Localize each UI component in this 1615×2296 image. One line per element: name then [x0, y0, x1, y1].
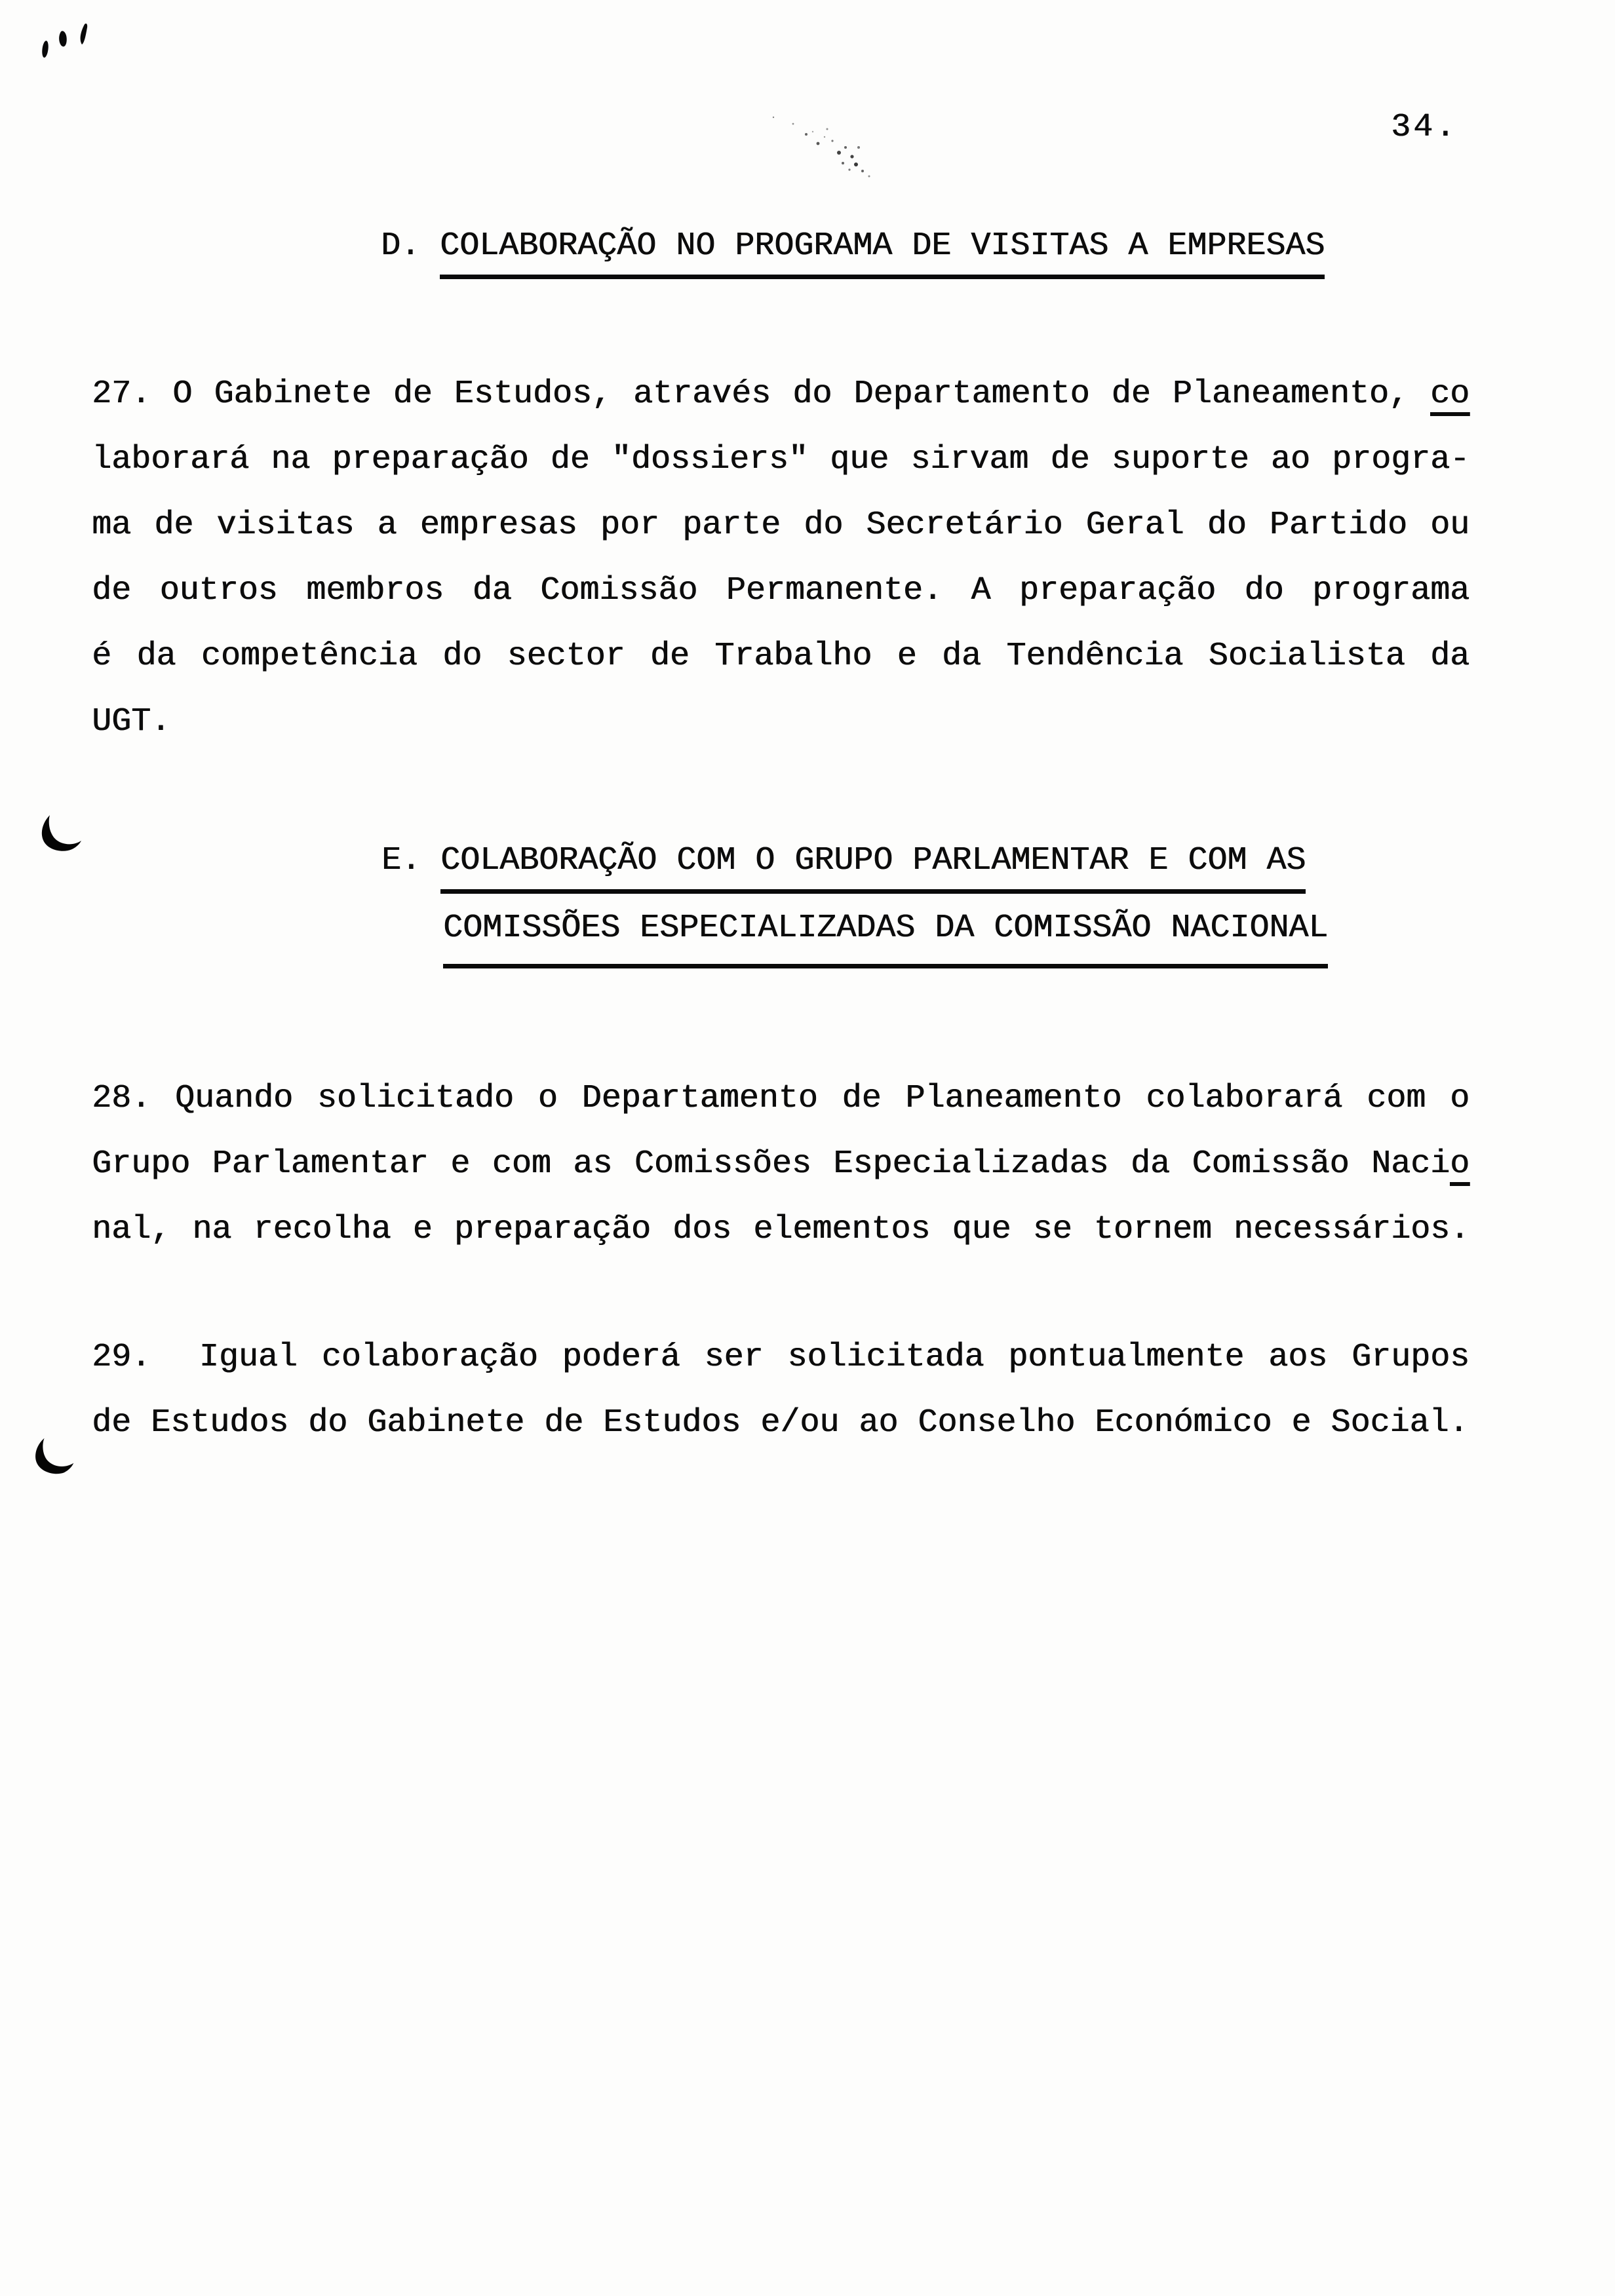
text-line-body: Grupo Parlamentar e com as Comissões Especializadas da Comissão Naci [92, 1145, 1450, 1183]
text-line [92, 427, 1469, 493]
text-line [92, 1132, 1469, 1197]
section-heading-d [381, 227, 1325, 279]
heading-d-prefix: D. [381, 227, 440, 265]
page-number: 34. [1391, 109, 1458, 146]
text-line-body: 27. O Gabinete de Estudos, através do Departamento de Planeamento, [92, 375, 1409, 413]
text-line-body: 29. Igual colaboração poderá ser solicitada pontualmente aos Grupos [92, 1339, 1469, 1376]
paragraph-29 [92, 1325, 1469, 1456]
paragraph-28 [92, 1066, 1469, 1263]
heading-d-title: COLABORAÇÃO NO PROGRAMA DE VISITAS A EMPRESAS [440, 227, 1325, 279]
heading-e-title-line2: COMISSÕES ESPECIALIZADAS DA COMISSÃO NACIONAL [443, 909, 1328, 968]
text-line-body: é da competência do sector de Trabalho e da Tendência Socialista da [92, 638, 1469, 675]
text-line [92, 1325, 1469, 1390]
hyphenation-underlined-syllable: o [1449, 1145, 1469, 1183]
pen-crescent-mark [31, 1436, 83, 1481]
text-line [92, 689, 1469, 755]
text-line [92, 1197, 1469, 1263]
paragraph-27 [92, 362, 1469, 755]
ink-marks [34, 8, 93, 64]
text-line-body: de Estudos do Gabinete de Estudos e/ou ao Conselho Económico e Social. [92, 1404, 1469, 1442]
heading-e-prefix: E. [381, 842, 441, 879]
text-line-body: 28. Quando solicitado o Departamento de Planeamento colaborará com o [92, 1080, 1469, 1117]
text-line [92, 558, 1469, 624]
text-line [92, 493, 1469, 558]
text-line-body: nal, na recolha e preparação dos elementos que se tornem necessários. [92, 1211, 1469, 1248]
section-heading-e [381, 842, 1328, 968]
heading-e-title-line1: COLABORAÇÃO COM O GRUPO PARLAMENTAR E COM AS [440, 842, 1306, 894]
scan-smudge [747, 108, 898, 193]
hyphenation-underlined-syllable: co [1430, 375, 1469, 413]
text-line-body: UGT. [92, 703, 171, 740]
text-line [92, 362, 1469, 427]
text-line [92, 624, 1469, 689]
text-line [92, 1390, 1469, 1456]
text-line-body: ma de visitas a empresas por parte do Secretário Geral do Partido ou [92, 507, 1469, 544]
text-line-body: laborará na preparação de "dossiers" que sirvam de suporte ao progra- [92, 441, 1469, 478]
heading-e-line1 [381, 842, 1328, 894]
text-line [92, 1066, 1469, 1132]
pen-crescent-mark [38, 813, 90, 858]
text-line-body: de outros membros da Comissão Permanente. A preparação do programa [92, 572, 1469, 609]
